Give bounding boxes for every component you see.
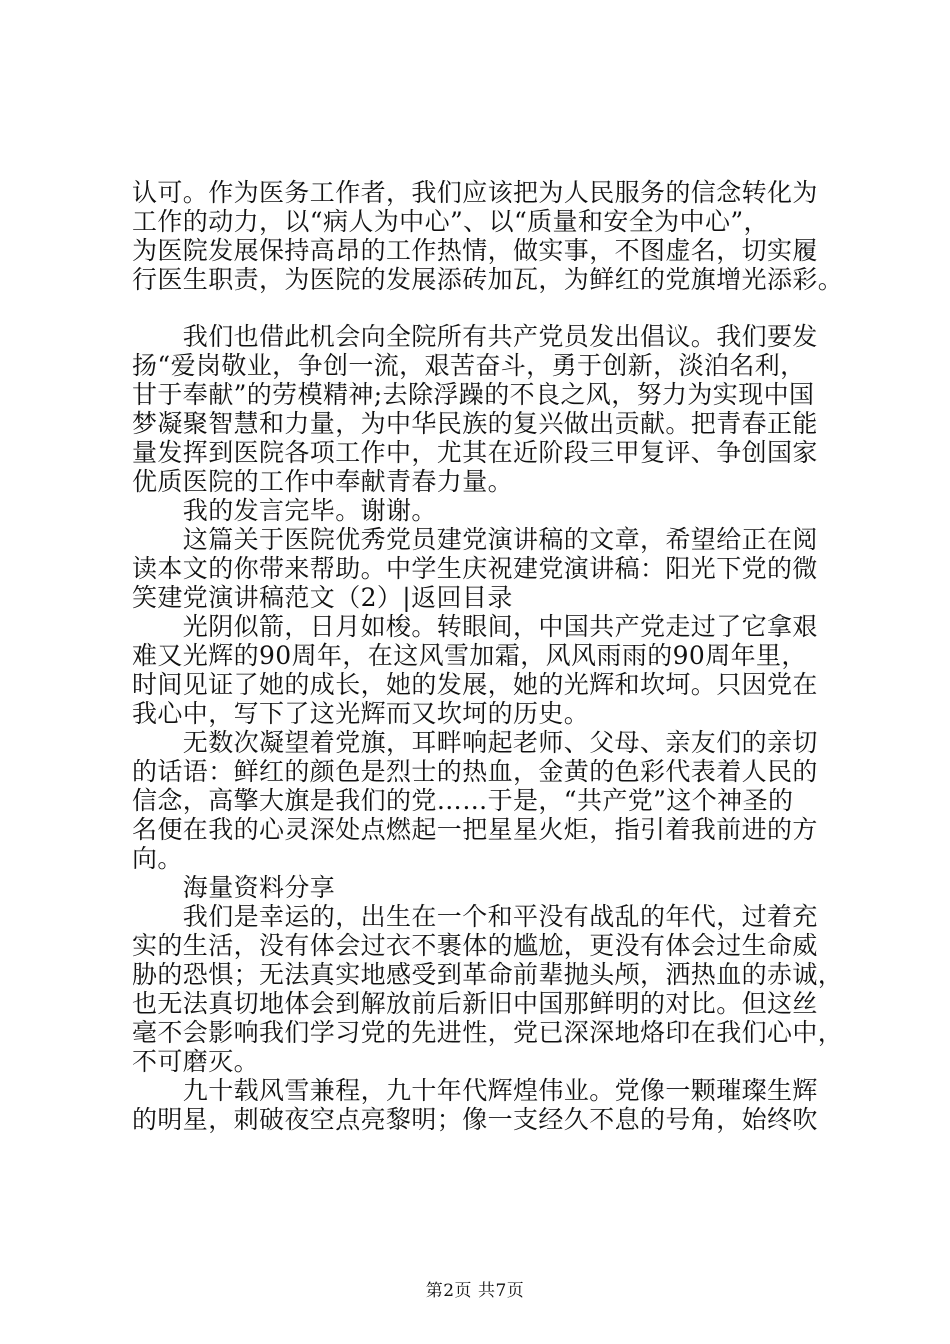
- paragraph: [132, 525, 840, 612]
- text-line: 我们是幸运的，出生在一个和平没有战乱的年代，过着充: [132, 902, 818, 931]
- text-line: 行医生职责，为医院的发展添砖加瓦，为鲜红的党旗增光添彩。: [132, 265, 844, 294]
- paragraph: [132, 873, 840, 902]
- paragraph-spacer: [132, 294, 840, 322]
- text-line: 胁的恐惧；无法真实地感受到革命前辈抛头颅，洒热血的赤诚，: [132, 960, 844, 989]
- text-line: 海量资料分享: [132, 873, 336, 902]
- text-line: 实的生活，没有体会过衣不裹体的尴尬，更没有体会过生命威: [132, 931, 818, 960]
- text-line: 我心中，写下了这光辉而又坎坷的历史。: [132, 699, 590, 728]
- paragraph: [132, 612, 840, 728]
- text-line: 毫不会影响我们学习党的先进性，党已深深地烙印在我们心中，: [132, 1018, 844, 1047]
- text-line: 无数次凝望着党旗，耳畔响起老师、父母、亲友们的亲切: [132, 728, 818, 757]
- text-line: 扬“爱岗敬业，争创一流，艰苦奋斗，勇于创新，淡泊名利，: [132, 351, 806, 380]
- text-line: 九十载风雪兼程，九十年代辉煌伟业。党像一颗璀璨生辉: [132, 1076, 818, 1105]
- paragraph: [132, 902, 844, 1076]
- text-line: 量发挥到医院各项工作中，尤其在近阶段三甲复评、争创国家: [132, 438, 818, 467]
- text-line: 向。: [132, 844, 183, 873]
- text-line: 认可。作为医务工作者，我们应该把为人民服务的信念转化为: [132, 178, 818, 207]
- text-line: 时间见证了她的成长，她的发展，她的光辉和坎坷。只因党在: [132, 670, 818, 699]
- text-line: 也无法真切地体会到解放前后新旧中国那鲜明的对比。但这丝: [132, 989, 818, 1018]
- document-body: [132, 178, 844, 1134]
- page-number: 第2页 共7页: [425, 1281, 525, 1301]
- paragraph: [132, 728, 840, 873]
- text-line: 的明星，刺破夜空点亮黎明；像一支经久不息的号角，始终吹: [132, 1105, 818, 1134]
- text-line: 梦凝聚智慧和力量，为中华民族的复兴做出贡献。把青春正能: [132, 409, 818, 438]
- text-line: 我的发言完毕。谢谢。: [132, 496, 437, 525]
- text-line: 优质医院的工作中奉献青春力量。: [132, 467, 514, 496]
- text-line: 甘于奉献”的劳模精神;去除浮躁的不良之风，努力为实现中国: [132, 380, 815, 409]
- text-line: 这篇关于医院优秀党员建党演讲稿的文章，希望给正在阅: [132, 525, 818, 554]
- text-line: 我们也借此机会向全院所有共产党员发出倡议。我们要发: [132, 322, 818, 351]
- text-line: 为医院发展保持高昂的工作热情，做实事，不图虚名，切实履: [132, 236, 818, 265]
- paragraph: [132, 178, 844, 294]
- paragraph: [132, 496, 840, 525]
- text-line: 难又光辉的90周年，在这风雪加霜，风风雨雨的90周年里，: [132, 641, 807, 670]
- paragraph: [132, 322, 840, 496]
- paragraph: [132, 1076, 840, 1134]
- text-line: 读本文的你带来帮助。中学生庆祝建党演讲稿：阳光下党的微: [132, 554, 818, 583]
- text-line: 名便在我的心灵深处点燃起一把星星火炬，指引着我前进的方: [132, 815, 818, 844]
- text-line: 不可磨灭。: [132, 1047, 260, 1076]
- text-line: 信念，高擎大旗是我们的党……于是，“共产党”这个神圣的: [132, 786, 794, 815]
- text-line: 光阴似箭，日月如梭。转眼间，中国共产党走过了它拿艰: [132, 612, 818, 641]
- text-line: 工作的动力，以“病人为中心”、以“质量和安全为中心”，: [132, 207, 769, 236]
- text-line: 的话语：鲜红的颜色是烈士的热血，金黄的色彩代表着人民的: [132, 757, 818, 786]
- text-line: 笑建党演讲稿范文（2）|返回目录: [132, 583, 513, 612]
